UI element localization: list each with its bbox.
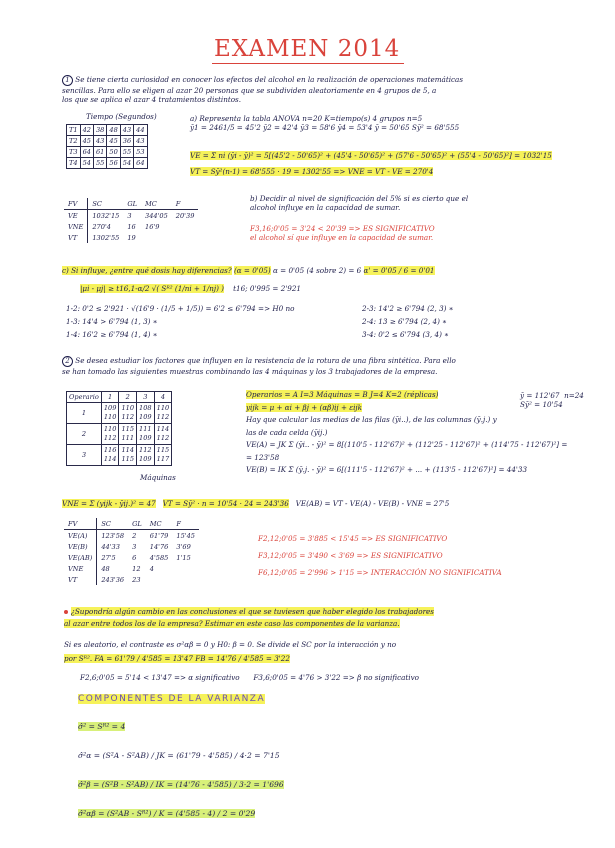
vne-formula: VNE = Σ (yijk - ȳij.)² = 47 VT = Sȳ² · n = 10'54 · 24 = 243'36 VE(AB) = VT - VE(A) - VE(B) - VNE = 27'5 — [62, 499, 450, 508]
table-cell — [101, 445, 119, 466]
anova-cell: VE(A) — [64, 530, 97, 542]
table-cell: 56 — [107, 158, 120, 169]
table-cell: 38 — [93, 125, 106, 136]
anova-cell: 14'76 — [149, 542, 169, 551]
table-row — [67, 445, 172, 466]
row-label: T1 — [67, 125, 81, 136]
cell-value: 110 — [103, 425, 117, 433]
problem-2-question: ¿Supondría algún cambio en las conclusiones el que se tuviesen que haber elegido los trabajadores al azar entre todos los de la empresa? Estimar en este caso las componentes de la varianza. — [64, 607, 434, 628]
table-header-row — [67, 392, 172, 403]
anova-cell: 2 — [132, 531, 137, 540]
table-row — [67, 125, 148, 136]
time-header: Tiempo (Segundos) — [86, 112, 157, 121]
cell-value: 115 — [121, 455, 135, 463]
anova-header-cell: MC — [146, 518, 173, 530]
table-row — [67, 424, 172, 445]
table-cell — [154, 403, 172, 424]
problem-1-data-table — [66, 124, 148, 169]
anova-cell: VE(AB) — [64, 552, 97, 563]
anova-cell: 3 — [132, 542, 137, 551]
anova-cell: VNE — [64, 563, 97, 574]
cell-value: 115 — [121, 425, 135, 433]
bullet-icon — [64, 610, 68, 614]
cell-value: 114 — [156, 425, 170, 433]
anova-cell: 3'69 — [176, 542, 191, 551]
cell-value: 110 — [121, 404, 135, 412]
anova-cell — [146, 574, 173, 585]
anova-header-cell: SC — [88, 198, 123, 210]
table-cell — [154, 424, 172, 445]
row-label: 2 — [67, 424, 102, 445]
table-cell — [137, 424, 155, 445]
anova-header-row — [64, 198, 198, 210]
part-b-result: F3,16;0'05 = 3'24 < 20'39 => ES SIGNIFICATIVO el alcohol sí que influye en la capacidad de sumar. — [250, 224, 435, 242]
anova-cell: 1'15 — [176, 553, 191, 562]
anova-cell — [172, 563, 199, 574]
row-label: 1 — [67, 403, 102, 424]
table-cell: 55 — [93, 158, 106, 169]
anova-row — [64, 210, 198, 222]
anova-row — [64, 574, 199, 585]
anova-cell: 15'45 — [176, 531, 195, 540]
random-effects: Si es aleatorio, el contraste es σ²αβ = 0 y H0: β = 0. Se divide el SC por la interacción y no por Sᴿ². FA = 61'79 / 4'585 = 13'47 FB = 14'76 / 4'585 = 3'22 — [64, 640, 397, 663]
table-cell: 43 — [93, 136, 106, 147]
table-cell: 55 — [120, 147, 133, 158]
variance-components-title: COMPONENTES DE LA VARIANZA — [78, 694, 266, 704]
cell-value: 114 — [103, 455, 117, 463]
table-cell: 45 — [80, 136, 93, 147]
anova-cell — [172, 221, 199, 232]
anova-header-cell: FV — [64, 198, 88, 210]
cell-value: 109 — [139, 455, 152, 463]
problem-2-f-results: F2,12;0'05 = 3'885 < 15'45 => ES SIGNIFICATIVO F3,12;0'05 = 3'490 < 3'69 => ES SIGNIFICATIVO F6,12;0'05 = 2'996 > 1'15 => INTERACCIÓN NO SIGNIFICATIVA — [258, 534, 502, 577]
problem-2-anova-table — [64, 518, 199, 585]
anova-cell: 20'39 — [175, 211, 195, 220]
anova-header-cell: GL — [123, 198, 141, 210]
table-cell: 50 — [107, 147, 120, 158]
row-label: T2 — [67, 136, 81, 147]
anova-cell: 48 — [101, 564, 110, 573]
anova-cell: VT — [64, 232, 88, 243]
cell-value: 115 — [156, 446, 170, 454]
anova-cell: VE — [64, 210, 88, 222]
table-cell: 44 — [134, 125, 147, 136]
cell-value: 110 — [156, 404, 170, 412]
cell-value: 111 — [139, 425, 152, 433]
anova-cell: VNE — [64, 221, 88, 232]
table-cell: 42 — [80, 125, 93, 136]
anova-cell: 19 — [127, 233, 136, 242]
problem-1-anova-table — [64, 198, 198, 243]
anova-header-cell: SC — [97, 518, 128, 530]
cell-value: 109 — [139, 413, 152, 421]
anova-cell: 270'4 — [92, 222, 111, 231]
anova-cell: VE(B) — [64, 541, 97, 552]
cell-value: 108 — [139, 404, 152, 412]
table-cell: 64 — [80, 147, 93, 158]
anova-header-cell: F — [172, 518, 199, 530]
anova-row — [64, 541, 199, 552]
anova-cell: 1302'55 — [92, 233, 120, 242]
table-header-cell: 2 — [119, 392, 137, 403]
cell-value: 110 — [103, 413, 117, 421]
table-cell — [137, 445, 155, 466]
table-cell: 43 — [120, 125, 133, 136]
vt-formula: VT = Sȳ²(n-1) = 68'555 · 19 = 1302'55 => VNE = VT - VE = 270'4 — [190, 167, 434, 176]
cell-value: 111 — [121, 434, 135, 442]
anova-cell — [172, 232, 199, 243]
anova-header-cell: FV — [64, 518, 97, 530]
table-row — [67, 158, 148, 169]
anova-cell: VT — [64, 574, 97, 585]
anova-cell: 16'9 — [145, 222, 160, 231]
table-header-cell: 3 — [137, 392, 155, 403]
cell-value: 109 — [139, 434, 152, 442]
anova-cell: 344'05 — [145, 211, 168, 220]
anova-row — [64, 232, 198, 243]
random-effects-conclusions: F2,6;0'05 = 5'14 < 13'47 => α significativo F3,6;0'05 = 4'76 > 3'22 => β no significativo — [80, 673, 419, 682]
table-row — [67, 403, 172, 424]
anova-cell: 243'36 — [101, 575, 125, 584]
table-cell: 43 — [134, 136, 147, 147]
anova-row — [64, 552, 199, 563]
anova-cell — [172, 574, 199, 585]
anova-cell: 123'58 — [101, 531, 125, 540]
problem-2-model: Operarios = A I=3 Máquinas = B J=4 K=2 (réplicas) yijk = μ + αi + βj + (αβ)ij + εijk Hay que calcular las medias de las filas (ȳi..), de las columnas (ȳ.j.) y las de cada celda (ȳij.) VE(A) = JK Σ (ȳi.. - ȳ)² = 8[(110'5 - 112'67)² + (112'25 - 112'67)² + (114'75 - 112'67)²] = = 123'58 VE(B) = IK Σ (ȳ.j. - ȳ)² = 6[(111'5 - 112'67)² + ... + (113'5 - 112'67)²] = 44'33 — [246, 390, 568, 474]
table-cell: 61 — [93, 147, 106, 158]
anova-row — [64, 530, 199, 542]
anova-cell — [141, 232, 172, 243]
table-cell — [137, 403, 155, 424]
part-b: b) Decidir al nivel de significación del 5% si es cierto que el alcohol influye en la capacidad de sumar. — [250, 194, 469, 212]
table-cell — [119, 424, 137, 445]
problem-1-number: 1 — [62, 75, 73, 86]
table-cell: 45 — [107, 136, 120, 147]
row-label: T4 — [67, 158, 81, 169]
anova-cell: 16 — [127, 222, 136, 231]
table-cell — [119, 445, 137, 466]
table-row — [67, 136, 148, 147]
anova-header-cell: GL — [128, 518, 146, 530]
table-footer-machines: Máquinas — [140, 473, 176, 482]
anova-cell: 23 — [132, 575, 141, 584]
comparisons-right: 2-3: 14'2 ≥ 6'794 (2, 3) ∗ 2-4: 13 ≥ 6'794 (2, 4) ∗ 3-4: 0'2 ≤ 6'794 (3, 4) ∗ — [362, 304, 454, 339]
cell-value: 112 — [156, 413, 170, 421]
part-a: a) Representa la tabla ANOVA n=20 K=tiempo(s) 4 grupos n=5 ȳ1 = 2461/5 = 45'2 ȳ2 = 42'4 ȳ3 = 58'6 ȳ4 = 53'4 ȳ = 50'65 Sȳ² = 68'555 — [190, 114, 460, 132]
part-c-formula: |μi - μj| ≥ t16,1-α/2 √( Sᴿ² (1/ni + 1/nj) ) t16; 0'995 = 2'921 — [80, 284, 302, 293]
comparisons-left: 1-2: 0'2 ≤ 2'921 · √(16'9 · (1/5 + 1/5)) = 6'2 ≤ 6'794 => H0 no 1-3: 14'4 > 6'794 (1, 3) ∗ 1-4: 16'2 ≥ 6'794 (1, 4) ∗ — [66, 304, 295, 339]
variance-components: σ̂² = Sᴿ² = 4 σ̂²α = (S²A - S²AB) / JK = (61'79 - 4'585) / 4·2 = 7'15 σ̂²β = (S²B - S²AB) / IK = (14'76 - 4'585) / 3·2 = 1'696 σ̂²αβ = (S²AB - Sᴿ²) / K = (4'585 - 4) / 2 = 0'29 — [78, 722, 284, 818]
table-header-cell: 1 — [101, 392, 119, 403]
anova-cell: 4 — [149, 564, 154, 573]
anova-cell: 3 — [127, 211, 132, 220]
cell-value: 112 — [156, 434, 170, 442]
table-cell: 36 — [120, 136, 133, 147]
cell-value: 109 — [103, 404, 117, 412]
cell-value: 116 — [103, 446, 117, 454]
anova-row — [64, 563, 199, 574]
anova-cell: 61'79 — [149, 531, 169, 540]
cell-value: 112 — [121, 413, 135, 421]
anova-cell: 27'5 — [101, 553, 116, 562]
table-header-cell: Operario — [67, 392, 102, 403]
table-header-cell: 4 — [154, 392, 172, 403]
table-row — [67, 147, 148, 158]
anova-cell: 44'33 — [101, 542, 120, 551]
table-cell — [101, 403, 119, 424]
part-c: c) Si influye, ¿entre qué dosis hay diferencias? (α = 0'05) α = 0'05 (4 sobre 2) = 6 α' = 0'05 / 6 = 0'01 — [62, 266, 435, 275]
problem-2-number: 2 — [62, 356, 73, 367]
problem-2-intro: 2 Se desea estudiar los factores que influyen en la resistencia de la rotura de una fibra sintética. Para ello se han tomado las siguientes muestras combinando las 4 máquinas y los 3 trabajadores de la empresa. — [62, 356, 456, 376]
anova-header-cell: MC — [141, 198, 172, 210]
anova-header-cell: F — [172, 198, 199, 210]
table-cell — [154, 445, 172, 466]
cell-value: 112 — [103, 434, 117, 442]
table-cell — [101, 424, 119, 445]
anova-cell: 1032'15 — [92, 211, 120, 220]
anova-cell: 4'585 — [149, 553, 169, 562]
cell-value: 114 — [121, 446, 135, 454]
table-cell: 54 — [80, 158, 93, 169]
anova-row — [64, 221, 198, 232]
exam-title: EXAMEN 2014 — [212, 36, 404, 64]
ve-formula: VE = Σ ni (ȳi - ȳ)² = 5[(45'2 - 50'65)² + (45'4 - 50'65)² + (57'6 - 50'65)² + (55'4 - 50'65)²] = 1032'15 — [190, 151, 552, 160]
table-cell: 48 — [107, 125, 120, 136]
problem-1-intro: 1 Se tiene cierta curiosidad en conocer los efectos del alcohol en la realización de operaciones matemáticas sencillas. Para ello se eligen al azar 20 personas que se subdividen aleatoriamente en 4 grupos de 5, a los que se aplica el azar 4 tratamientos distintos. — [62, 75, 464, 104]
problem-2-summary: ȳ = 112'67 n=24 Sȳ² = 10'54 — [520, 391, 584, 409]
table-cell: 53 — [134, 147, 147, 158]
table-cell: 64 — [134, 158, 147, 169]
anova-header-row — [64, 518, 199, 530]
row-label: 3 — [67, 445, 102, 466]
anova-cell: 6 — [132, 553, 137, 562]
cell-value: 112 — [139, 446, 152, 454]
cell-value: 117 — [156, 455, 170, 463]
anova-cell: 12 — [132, 564, 141, 573]
table-cell — [119, 403, 137, 424]
row-label: T3 — [67, 147, 81, 158]
table-cell: 54 — [120, 158, 133, 169]
problem-2-data-table — [66, 391, 172, 466]
